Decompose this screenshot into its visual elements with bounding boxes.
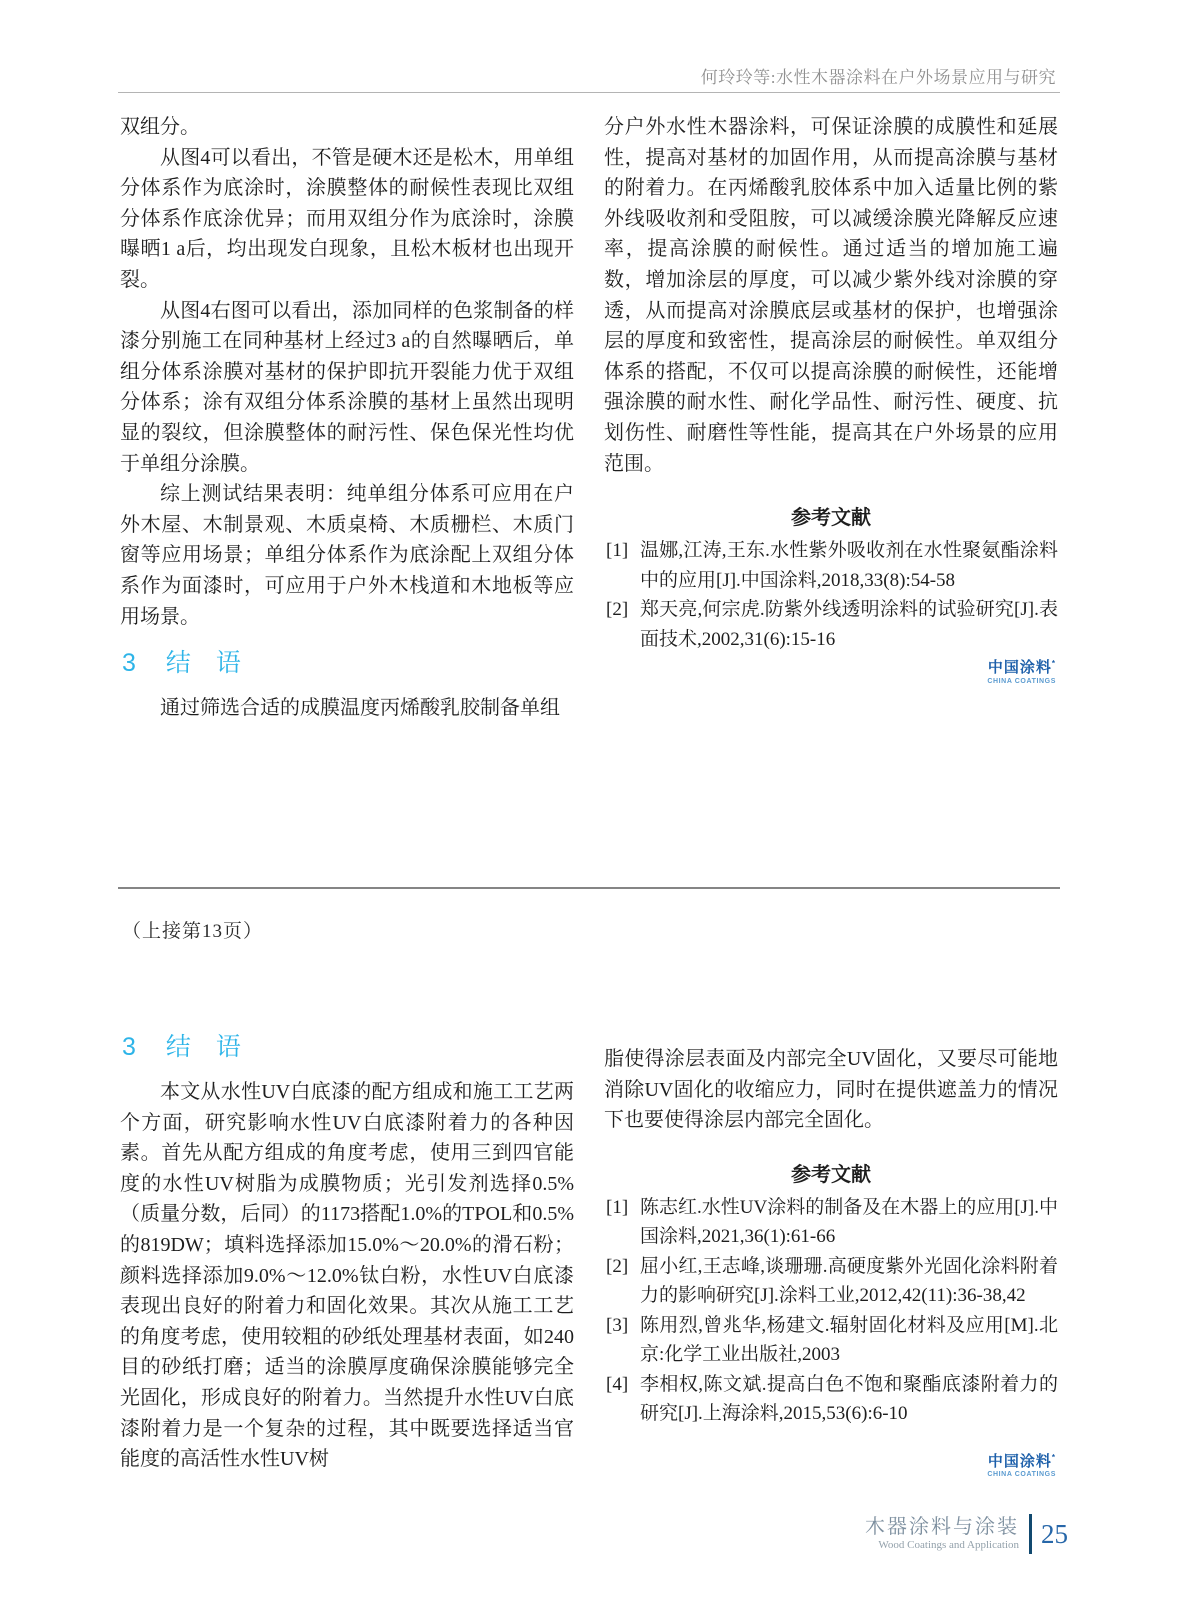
paragraph: 通过筛选合适的成膜温度丙烯酸乳胶制备单组 <box>160 697 560 720</box>
reference-number: [2] <box>606 1255 629 1277</box>
paragraph: 双组分。 <box>120 116 200 138</box>
reference-entry <box>604 595 1058 654</box>
reference-number: [1] <box>606 1196 629 1218</box>
reference-text: 李相权,陈文斌.提高白色不饱和聚酯底漆附着力的研究[J].上海涂料,2015,53(6):6-10 <box>640 1373 1058 1425</box>
reference-number: [4] <box>606 1373 629 1395</box>
logo-mark: * <box>1051 1452 1056 1462</box>
reference-text: 温娜,江涛,王东.水性紫外吸收剂在水性聚氨酯涂料中的应用[J].中国涂料,2018,33(8):54-58 <box>640 540 1058 591</box>
section-number: 3 <box>122 1033 136 1061</box>
footer-divider-bar <box>1029 1514 1032 1554</box>
paragraph: 脂使得涂层表面及内部完全UV固化，又要尽可能地消除UV固化的收缩应力，同时在提供遮盖力的情况下也要使得涂层内部完全固化。 <box>604 1048 1058 1132</box>
reference-entry <box>604 1252 1058 1311</box>
reference-text: 屈小红,王志峰,谈珊珊.高硬度紫外光固化涂料附着力的影响研究[J].涂料工业,2012,42(11):36-38,42 <box>640 1255 1058 1307</box>
logo-text-cn: 中国涂料* <box>987 659 1056 677</box>
article2-left-column <box>120 1030 574 1475</box>
section-number: 3 <box>122 649 136 678</box>
reference-text: 陈用烈,曾兆华,杨建文.辐射固化材料及应用[M].北京:化学工业出版社,2003 <box>640 1314 1058 1366</box>
reference-number: [3] <box>606 1314 629 1336</box>
reference-entry <box>604 1193 1058 1252</box>
section-title: 结 语 <box>165 1033 241 1061</box>
reference-number: [2] <box>606 599 629 621</box>
logo-mark: * <box>1051 659 1056 669</box>
article1-left-column <box>120 112 574 724</box>
paragraph: 从图4可以看出，不管是硬木还是松木，用单组分体系作为底涂时，涂膜整体的耐候性表现比双组分体系作底涂优异；而用双组分作为底涂时，涂膜曝晒1 a后，均出现发白现象，且松木板材也出现开裂。 <box>120 146 574 291</box>
journal-title-en: Wood Coatings and Application <box>878 1539 1019 1551</box>
paragraph: 从图4右图可以看出，添加同样的色浆制备的样漆分别施工在同种基材上经过3 a的自然曝晒后，单组分体系涂膜对基材的保护即抗开裂能力优于双组分体系；涂有双组分体系涂膜的基材上虽然出现明显的裂纹，但涂膜整体的耐污性、保色保光性均优于单组分涂膜。 <box>120 299 574 475</box>
china-coatings-logo <box>987 1454 1056 1479</box>
reference-text: 陈志红.水性UV涂料的制备及在木器上的应用[J].中国涂料,2021,36(1):61-66 <box>640 1196 1058 1248</box>
logo-text-cn: 中国涂料* <box>987 1452 1056 1470</box>
article2-right-column <box>604 1030 1058 1479</box>
reference-number: [1] <box>606 540 629 562</box>
reference-text: 郑天亮,何宗虎.防紫外线透明涂料的试验研究[J].表面技术,2002,31(6):15-16 <box>640 599 1058 650</box>
reference-entry <box>604 1370 1058 1429</box>
references-list <box>604 1193 1058 1429</box>
journal-title-block <box>865 1516 1019 1552</box>
reference-entry <box>604 536 1058 595</box>
logo-text-en: CHINA COATINGS <box>987 1471 1056 1479</box>
section-heading-conclusion <box>122 646 574 680</box>
article1 <box>120 112 1058 724</box>
references-list <box>604 536 1058 654</box>
paragraph: 本文从水性UV白底漆的配方组成和施工工艺两个方面，研究影响水性UV白底漆附着力的各种因素。首先从配方组成的角度考虑，使用三到四官能度的水性UV树脂为成膜物质；光引发剂选择0.5%（质量分数，后同）的1173搭配1.0%的TPOL和0.5%的819DW；填料选择添加15.0%～20.0%的滑石粉；颜料选择添加9.0%～12.0%钛白粉，水性UV白底漆表现出良好的附着力和固化效果。其次从施工工艺的角度考虑，使用较粗的砂纸处理基材表面，如240目的砂纸打磨；适当的涂膜厚度确保涂膜能够完全光固化，形成良好的附着力。当然提升水性UV白底漆附着力是一个复杂的过程，其中既要选择适当官能度的高活性水性UV树 <box>120 1081 574 1471</box>
page-footer <box>865 1514 1068 1554</box>
paragraph: 分户外水性木器涂料，可保证涂膜的成膜性和延展性，提高对基材的加固作用，从而提高涂膜与基材的附着力。在丙烯酸乳胶体系中加入适量比例的紫外线吸收剂和受阻胺，可以减缓涂膜光降解反应速率，提高涂膜的耐候性。通过适当的增加施工遍数，增加涂层的厚度，可以减少紫外线对涂膜的穿透，从而提高对涂膜底层或基材的保护，也增强涂层的厚度和致密性，提高涂层的耐候性。单双组分体系的搭配，不仅可以提高涂膜的耐候性，还能增强涂膜的耐水性、耐化学品性、耐污性、硬度、抗划伤性、耐磨性等性能，提高其在户外场景的应用范围。 <box>604 116 1058 475</box>
references-heading: 参考文献 <box>791 1163 871 1186</box>
article-divider <box>118 887 1060 889</box>
reference-entry <box>604 1311 1058 1370</box>
paragraph: 综上测试结果表明：纯单组分体系可应用在户外木屋、木制景观、木质桌椅、木质栅栏、木质门窗等应用场景；单组分体系作为底涂配上双组分体系作为面漆时，可应用于户外木栈道和木地板等应用场景。 <box>120 483 574 628</box>
section-heading-conclusion <box>122 1030 574 1064</box>
china-coatings-logo <box>604 660 1056 685</box>
running-title: 何玲玲等:水性木器涂料在户外场景应用与研究 <box>700 68 1056 87</box>
header-rule <box>118 92 1060 93</box>
references-heading: 参考文献 <box>791 507 871 530</box>
article1-right-column <box>604 112 1058 724</box>
logo-text-en: CHINA COATINGS <box>987 677 1056 685</box>
continuation-note: （上接第13页） <box>122 921 264 942</box>
page-number: 25 <box>1041 1518 1068 1549</box>
journal-title-cn: 木器涂料与涂装 <box>865 1516 1019 1538</box>
article2 <box>120 1030 1058 1479</box>
section-title: 结 语 <box>165 649 241 678</box>
